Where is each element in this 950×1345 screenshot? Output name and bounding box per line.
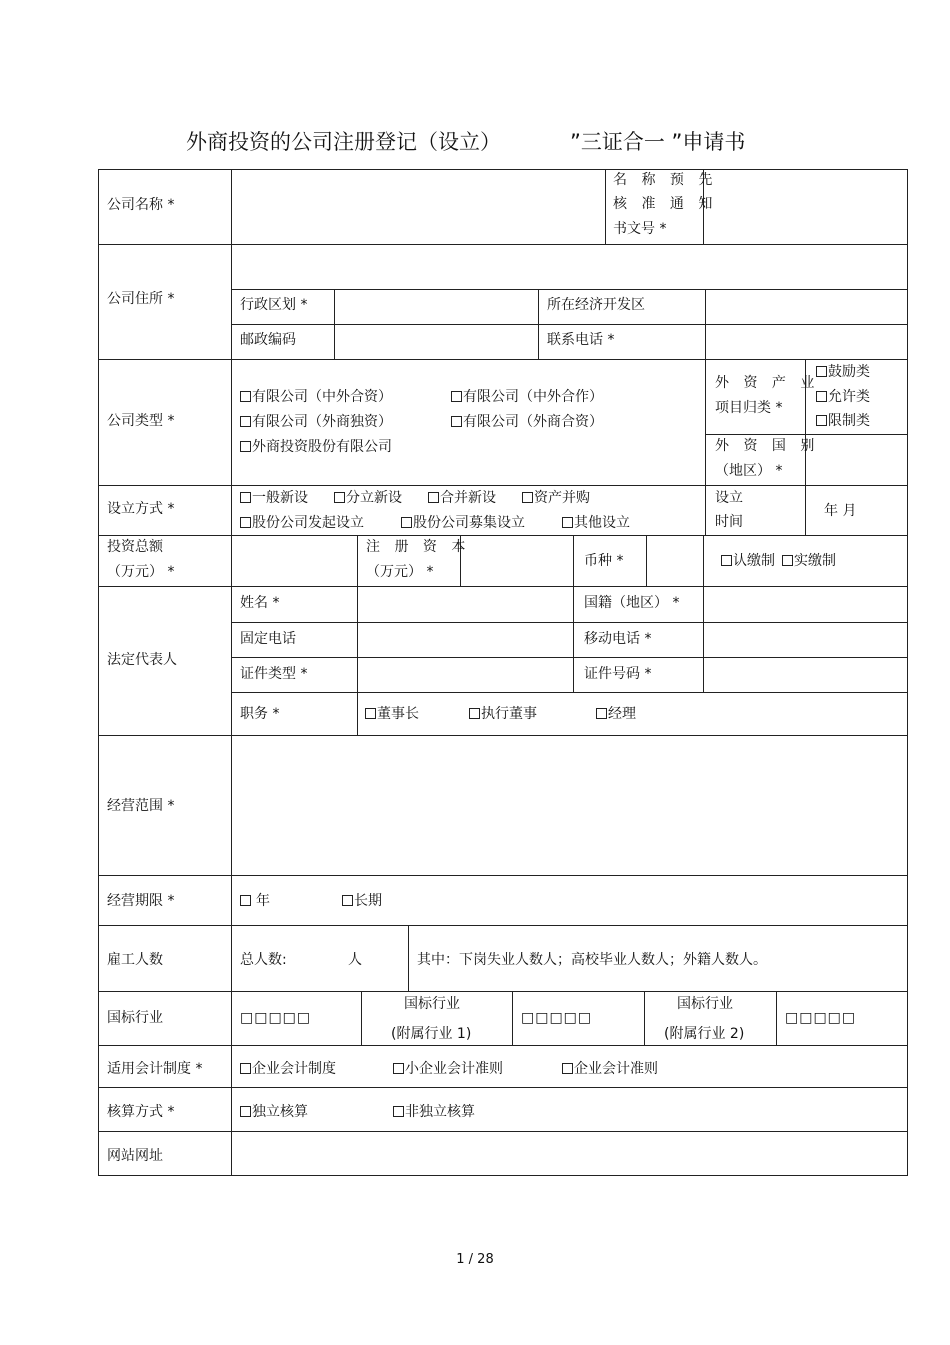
type-option[interactable]	[240, 438, 392, 456]
calc-label: 核算方式 *	[107, 1104, 175, 1120]
industry-sub2-code-boxes[interactable]: □□□□□	[785, 1010, 857, 1026]
company-type-label: 公司类型 *	[107, 413, 175, 429]
term-label: 经营期限 *	[107, 893, 175, 909]
setup-option[interactable]	[334, 489, 402, 507]
setup-label: 设立方式 *	[107, 501, 175, 517]
setup-option-label: 其他设立	[574, 515, 630, 531]
district-label: 行政区划 *	[240, 297, 308, 313]
checkbox-icon[interactable]	[240, 416, 251, 427]
accounting-option-label: 企业会计制度	[252, 1061, 336, 1077]
checkbox-icon[interactable]	[334, 492, 345, 503]
mobile-label: 移动电话 *	[584, 631, 652, 647]
notice-label-3: 书文号 *	[613, 221, 667, 237]
checkbox-icon[interactable]	[721, 555, 732, 566]
type-option[interactable]	[451, 413, 603, 431]
checkbox-icon[interactable]	[240, 441, 251, 452]
checkbox-icon[interactable]	[469, 708, 480, 719]
industry-option[interactable]	[816, 388, 870, 406]
checkbox-icon[interactable]	[240, 895, 251, 906]
position-option[interactable]	[596, 705, 636, 723]
title-part1: 外商投资的公司注册登记（设立）	[186, 130, 501, 154]
accounting-option-label: 企业会计准则	[574, 1061, 658, 1077]
setup-time-label-1: 设立	[715, 490, 743, 506]
setup-option-label: 一般新设	[252, 490, 308, 506]
setup-option[interactable]	[522, 489, 590, 507]
type-option-label: 外商投资股份有限公司	[252, 439, 392, 455]
industry-option-label: 允许类	[828, 389, 870, 405]
industry-sub1-label-2: (附属行业 1)	[391, 1026, 472, 1042]
industry-option-label: 鼓励类	[828, 364, 870, 380]
currency-label: 币种 *	[584, 553, 624, 569]
checkbox-icon[interactable]	[393, 1063, 404, 1074]
industry-label: 国标行业	[107, 1010, 163, 1026]
setup-option-label: 分立新设	[346, 490, 402, 506]
invest-label-2: （万元） *	[107, 564, 175, 580]
capital-mode-option[interactable]	[721, 552, 775, 570]
form-title	[0, 126, 950, 160]
position-option-label: 经理	[608, 706, 636, 722]
checkbox-icon[interactable]	[562, 517, 573, 528]
checkbox-icon[interactable]	[451, 416, 462, 427]
id-type-label: 证件类型 *	[240, 666, 308, 682]
industry-option-label: 限制类	[828, 413, 870, 429]
notice-label-1: 名 称 预 先	[613, 172, 718, 188]
position-option[interactable]	[365, 705, 419, 723]
position-option[interactable]	[469, 705, 537, 723]
term-long-label: 长期	[354, 893, 382, 909]
accounting-label: 适用会计制度 *	[107, 1061, 203, 1077]
industry-option[interactable]	[816, 412, 870, 430]
calc-option-label: 非独立核算	[405, 1104, 475, 1120]
checkbox-icon[interactable]	[240, 492, 251, 503]
setup-option[interactable]	[240, 514, 364, 532]
capital-label-1: 注 册 资 本	[366, 539, 471, 555]
accounting-option-label: 小企业会计准则	[405, 1061, 503, 1077]
setup-option-label: 股份公司发起设立	[252, 515, 364, 531]
type-option-label: 有限公司（中外合作）	[463, 389, 603, 405]
nationality-label: 国籍（地区） *	[584, 595, 680, 611]
setup-option-label: 资产并购	[534, 490, 590, 506]
checkbox-icon[interactable]	[816, 415, 827, 426]
employees-unit: 人	[348, 952, 362, 968]
capital-label-2: （万元） *	[366, 564, 434, 580]
checkbox-icon[interactable]	[240, 1106, 251, 1117]
accounting-option[interactable]	[240, 1060, 336, 1078]
title-part2: ”三证合一 ”申请书	[570, 130, 746, 154]
setup-time-value: 年 月	[824, 503, 857, 519]
industry-sub1-code-boxes[interactable]: □□□□□	[521, 1010, 593, 1026]
type-option-label: 有限公司（外商合资）	[463, 414, 603, 430]
calc-option-label: 独立核算	[252, 1104, 308, 1120]
industry-code-boxes[interactable]: □□□□□	[240, 1010, 312, 1026]
position-option-label: 董事长	[377, 706, 419, 722]
type-option[interactable]	[240, 413, 392, 431]
setup-option[interactable]	[562, 514, 630, 532]
checkbox-icon[interactable]	[451, 391, 462, 402]
employees-detail: 其中：下岗失业人数人；高校毕业人数人；外籍人数人。	[417, 952, 767, 968]
company-name-label: 公司名称 *	[107, 197, 175, 213]
notice-label-2: 核 准 通 知	[613, 196, 718, 212]
checkbox-icon[interactable]	[240, 517, 251, 528]
industry-class-label-1: 外 资 产 业	[715, 375, 820, 391]
address-label: 公司住所 *	[107, 291, 175, 307]
phone-label: 联系电话 *	[547, 332, 615, 348]
setup-option[interactable]	[428, 489, 496, 507]
invest-label-1: 投资总额	[107, 539, 163, 555]
setup-time-label-2: 时间	[715, 514, 743, 530]
checkbox-icon[interactable]	[401, 517, 412, 528]
setup-option-label: 合并新设	[440, 490, 496, 506]
checkbox-icon[interactable]	[522, 492, 533, 503]
country-label-2: （地区） *	[715, 463, 783, 479]
type-option-label: 有限公司（中外合资）	[252, 389, 392, 405]
checkbox-icon[interactable]	[816, 366, 827, 377]
registration-form	[98, 169, 908, 1176]
country-label-1: 外 资 国 别	[715, 438, 820, 454]
calc-option[interactable]	[393, 1103, 475, 1121]
term-long-option[interactable]	[342, 892, 382, 910]
position-label: 职务 *	[240, 706, 280, 722]
type-option[interactable]	[240, 388, 392, 406]
setup-option[interactable]	[240, 489, 308, 507]
website-label: 网站网址	[107, 1148, 163, 1164]
checkbox-icon[interactable]	[342, 895, 353, 906]
checkbox-icon[interactable]	[596, 708, 607, 719]
employees-total-label: 总人数:	[240, 952, 287, 968]
checkbox-icon[interactable]	[782, 555, 793, 566]
industry-class-label-2: 项目归类 *	[715, 400, 783, 416]
fixed-phone-label: 固定电话	[240, 631, 296, 647]
industry-sub2-label-1: 国标行业	[677, 996, 733, 1012]
term-year-label: 年	[256, 893, 270, 909]
industry-sub1-label-1: 国标行业	[404, 996, 460, 1012]
id-no-label: 证件号码 *	[584, 666, 652, 682]
checkbox-icon[interactable]	[393, 1106, 404, 1117]
position-option-label: 执行董事	[481, 706, 537, 722]
dev-zone-label: 所在经济开发区	[547, 297, 645, 313]
calc-option[interactable]	[240, 1103, 308, 1121]
capital-mode-label: 实缴制	[794, 553, 836, 569]
checkbox-icon[interactable]	[365, 708, 376, 719]
legal-rep-label: 法定代表人	[107, 652, 177, 668]
page-number: 1 / 28	[456, 1252, 494, 1267]
setup-option-label: 股份公司募集设立	[413, 515, 525, 531]
type-option-label: 有限公司（外商独资）	[252, 414, 392, 430]
accounting-option[interactable]	[393, 1060, 503, 1078]
scope-label: 经营范围 *	[107, 798, 175, 814]
checkbox-icon[interactable]	[240, 1063, 251, 1074]
industry-option[interactable]	[816, 363, 870, 381]
postcode-label: 邮政编码	[240, 332, 296, 348]
legal-name-label: 姓名 *	[240, 595, 280, 611]
term-year-option[interactable]	[240, 892, 270, 910]
checkbox-icon[interactable]	[816, 391, 827, 402]
checkbox-icon[interactable]	[428, 492, 439, 503]
type-option[interactable]	[451, 388, 603, 406]
setup-option[interactable]	[401, 514, 525, 532]
capital-mode-label: 认缴制	[733, 553, 775, 569]
accounting-option[interactable]	[562, 1060, 658, 1078]
checkbox-icon[interactable]	[240, 391, 251, 402]
capital-mode-option[interactable]	[782, 552, 836, 570]
industry-sub2-label-2: (附属行业 2)	[664, 1026, 745, 1042]
employees-label: 雇工人数	[107, 952, 163, 968]
checkbox-icon[interactable]	[562, 1063, 573, 1074]
